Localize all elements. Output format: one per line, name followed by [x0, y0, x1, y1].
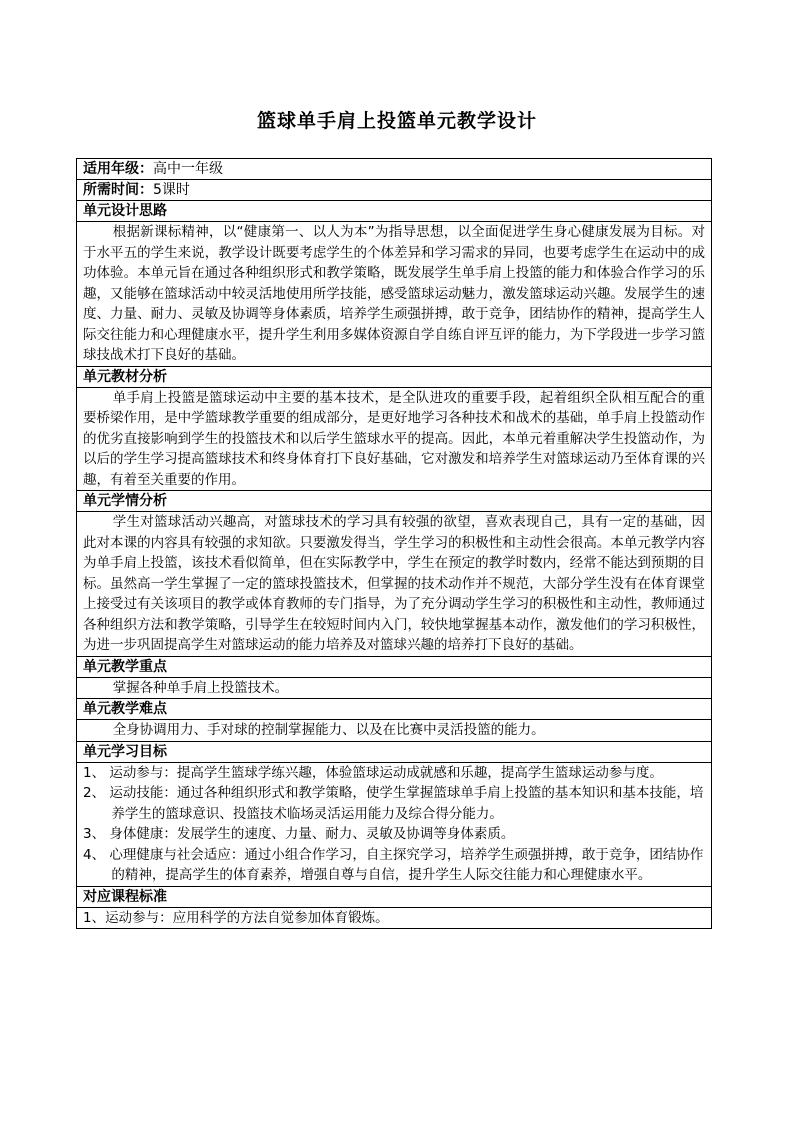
grade-value: 高中一年级	[153, 161, 223, 177]
key-heading: 单元教学重点	[77, 656, 712, 677]
goals-body-row	[77, 762, 712, 886]
design-heading: 单元设计思路	[77, 201, 712, 222]
material-text: 单手肩上投篮是篮球运动中主要的基本技术，是全队进攻的重要手段，起着组织全队相互配合的重要桥梁作用，是中学篮球教学重要的组成部分，是更好地学习各种技术和战术的基础，单手肩上投篮动作的优劣直接影响到学生的投篮技术和以后学生篮球水平的提高。因此，本单元着重解决学生投篮动作，为以后的学生学习提高篮球技术和终身体育打下良好基础，它对激发和培养学生对篮球运动乃至体育课的兴趣，有着至关重要的作用。	[83, 389, 705, 488]
learner-text: 学生对篮球活动兴趣高，对篮球技术的学习具有较强的欲望，喜欢表现自己，具有一定的基础，因此对本课的内容具有较强的求知欲。只要激发得当，学生学习的积极性和主动性会很高。本单元教学内容为单手肩上投篮，该技术看似简单，但在实际教学中，学生在预定的教学时数内，经常不能达到预期的目标。虽然高一学生掌握了一定的篮球投篮技术，但掌握的技术动作并不规范，大部分学生没有在体育课堂上接受过有关该项目的教学或体育教师的专门指导，为了充分调动学生学习的积极性和主动性，教师通过各种组织方法和教学策略，引导学生在较短时间内入门，较快地掌握基本动作，激发他们的学习积极性，为进一步巩固提高学生对篮球运动的能力培养及对篮球兴趣的培养打下良好的基础。	[83, 514, 705, 653]
material-heading-row	[77, 366, 712, 387]
learner-body-row	[77, 512, 712, 657]
standard-heading-row	[77, 886, 712, 907]
unit-design-table	[76, 158, 712, 929]
document-title: 篮球单手肩上投篮单元教学设计	[256, 110, 537, 132]
difficulty-text: 全身协调用力、手对球的控制掌握能力、以及在比赛中灵活投篮的能力。	[112, 722, 545, 738]
standard-body-row	[77, 907, 712, 929]
goal-item: 2、 运动技能：通过各种组织形式和教学策略，使学生掌握篮球单手肩上投篮的基本知识和基本技能，培养学生的篮球意识、投篮技术临场灵活运用能力及综合得分能力。	[83, 785, 704, 822]
key-heading-row	[77, 656, 712, 677]
difficulty-heading: 单元教学难点	[77, 699, 712, 720]
design-text: 根据新课标精神，以“健康第一、以人为本”为指导思想，以全面促进学生身心健康发展为目标。对于水平五的学生来说，教学设计既要考虑学生的个体差异和学习需求的异同，也要考虑学生在运动中的成功体验。本单元旨在通过各种组织形式和教学策略，既发展学生单手肩上投篮的能力和体验合作学习的乐趣，又能够在篮球活动中较灵活地使用所学技能，感受篮球运动魅力，激发篮球运动兴趣。发展学生的速度、力量、耐力、灵敏及协调等身体素质，培养学生顽强拼搏，敢于竞争，团结协作的精神，提高学生人际交往能力和心理健康水平，提升学生利用多媒体资源自学自练自评互评的能力，为下学段进一步学习篮球技战术打下良好的基础。	[83, 224, 705, 363]
learner-heading: 单元学情分析	[77, 491, 712, 512]
goal-item: 4、 心理健康与社会适应：通过小组合作学习，自主探究学习，培养学生顽强拼搏，敢于竞争，团结协作的精神，提高学生的体育素养，增强自尊与自信，提升学生人际交往能力和心理健康水平。	[83, 846, 704, 883]
standard-heading: 对应课程标准	[77, 886, 712, 907]
goals-heading-row	[77, 741, 712, 762]
grade-label: 适用年级：	[83, 161, 153, 177]
duration-label: 所需时间：	[83, 182, 153, 198]
material-body-row	[77, 387, 712, 491]
duration-row	[77, 180, 712, 201]
goals-list	[83, 763, 705, 886]
design-heading-row	[77, 201, 712, 222]
duration-value: 5课时	[153, 182, 190, 198]
learner-heading-row	[77, 491, 712, 512]
key-text: 掌握各种单手肩上投篮技术。	[112, 679, 289, 696]
grade-row	[77, 159, 712, 180]
goal-item: 3、 身体健康：发展学生的速度、力量、耐力、灵敏及协调等身体素质。	[83, 826, 515, 842]
design-body-row	[77, 222, 712, 367]
material-heading: 单元教材分析	[77, 366, 712, 387]
goal-item: 1、 运动参与：提高学生篮球学练兴趣，体验篮球运动成就感和乐趣，提高学生篮球运动参与度。	[83, 764, 663, 781]
standard-item: 1、运动参与：应用科学的方法自觉参加体育锻炼。	[83, 909, 389, 926]
key-body-row	[77, 677, 712, 699]
standard-list	[83, 908, 705, 929]
difficulty-heading-row	[77, 699, 712, 720]
difficulty-body-row	[77, 720, 712, 742]
goals-heading: 单元学习目标	[77, 741, 712, 762]
